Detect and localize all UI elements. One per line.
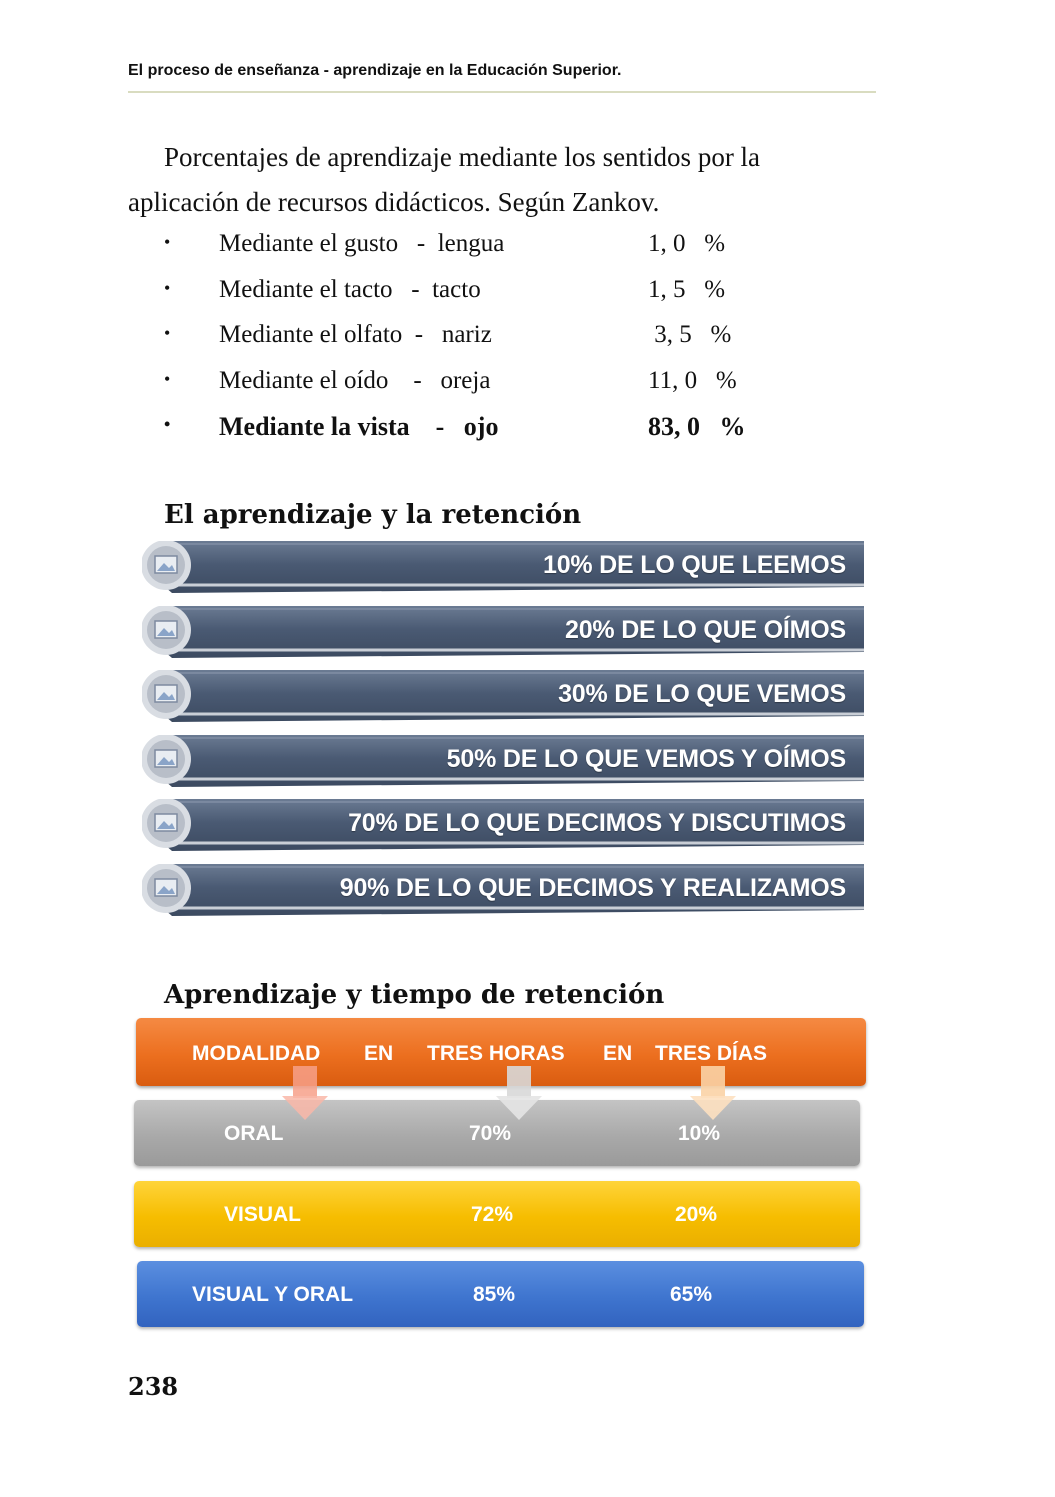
- picture-placeholder-icon: [142, 864, 194, 916]
- sense-description: Mediante el tacto - tacto: [219, 275, 481, 303]
- picture-placeholder-icon: [142, 735, 194, 787]
- bullet-icon: •: [164, 232, 171, 252]
- arrow-down-icon: [280, 1066, 330, 1122]
- retention-bar: [142, 541, 866, 593]
- retention-bar: [142, 606, 866, 658]
- retention-label: 20% DE LO QUE OÍMOS: [565, 615, 846, 644]
- retention-bar: [142, 735, 866, 787]
- retention-title: El aprendizaje y la retención: [164, 500, 582, 530]
- row-modalidad: VISUAL Y ORAL: [192, 1283, 354, 1306]
- running-header: El proceso de enseñanza - aprendizaje en la Educación Superior.: [128, 62, 622, 79]
- retention-label: 90% DE LO QUE DECIMOS Y REALIZAMOS: [339, 873, 846, 902]
- arrow-down-icon: [688, 1066, 738, 1122]
- retention-bar: [142, 864, 866, 916]
- row-tres-dias: 20%: [675, 1203, 718, 1226]
- bullet-icon: •: [164, 277, 171, 298]
- col-en-label: EN: [364, 1042, 394, 1065]
- row-tres-horas: 85%: [473, 1283, 516, 1306]
- col-tres-horas-label: TRES HORAS: [427, 1042, 565, 1065]
- col-en-label-2: EN: [603, 1042, 633, 1065]
- picture-placeholder-icon: [142, 541, 194, 593]
- retention-label: 70% DE LO QUE DECIMOS Y DISCUTIMOS: [348, 809, 846, 838]
- picture-placeholder-icon: [142, 799, 194, 851]
- row-tres-horas: 70%: [469, 1122, 512, 1145]
- sense-description: Mediante el olfato - nariz: [219, 321, 492, 348]
- row-tres-dias: 10%: [678, 1122, 721, 1145]
- list-item: [160, 222, 860, 268]
- sense-description: Mediante el oído - oreja: [219, 366, 491, 394]
- sense-description: Mediante la vista - ojo: [219, 412, 499, 441]
- row-modalidad: ORAL: [224, 1122, 284, 1145]
- row-visual-y-oral: [137, 1261, 864, 1327]
- retention-time-title: Aprendizaje y tiempo de retención: [164, 980, 665, 1010]
- intro-line-2: aplicación de recursos didácticos. Según Zankov.: [128, 187, 660, 217]
- retention-bar: [142, 670, 866, 722]
- header-rule: [128, 91, 876, 93]
- row-visual: [134, 1181, 860, 1247]
- retention-list: [142, 541, 866, 929]
- intro-line-1: Porcentajes de aprendizaje mediante los sentidos por la: [164, 142, 761, 172]
- list-item: [160, 313, 860, 359]
- row-tres-dias: 65%: [670, 1283, 713, 1306]
- sense-percent: 3, 5 %: [648, 321, 732, 348]
- picture-placeholder-icon: [142, 606, 194, 658]
- col-tres-dias-label: TRES DÍAS: [655, 1042, 768, 1065]
- sense-percent: 1, 5 %: [648, 275, 726, 303]
- list-item: [160, 404, 860, 450]
- list-item: [160, 268, 860, 314]
- bullet-icon: •: [164, 323, 171, 343]
- bullet-icon: •: [164, 368, 171, 389]
- retention-label: 50% DE LO QUE VEMOS Y OÍMOS: [446, 744, 846, 773]
- retention-bar: [142, 799, 866, 851]
- row-tres-horas: 72%: [471, 1203, 514, 1226]
- page-number: 238: [128, 1372, 179, 1401]
- picture-placeholder-icon: [142, 670, 194, 722]
- sense-percent: 1, 0 %: [648, 230, 726, 257]
- sense-percent: 11, 0 %: [648, 366, 737, 394]
- sense-description: Mediante el gusto - lengua: [219, 230, 505, 257]
- row-modalidad: VISUAL: [224, 1203, 302, 1226]
- col-modalidad-label: MODALIDAD: [192, 1042, 321, 1065]
- intro-paragraph: [128, 135, 878, 225]
- arrow-down-icon: [494, 1066, 544, 1122]
- senses-list: [160, 222, 860, 450]
- bullet-icon: •: [164, 414, 171, 434]
- sense-percent: 83, 0 %: [648, 412, 746, 441]
- retention-time-diagram: [132, 1016, 870, 1336]
- list-item: [160, 359, 860, 405]
- retention-label: 10% DE LO QUE LEEMOS: [542, 551, 846, 579]
- retention-label: 30% DE LO QUE VEMOS: [558, 680, 846, 709]
